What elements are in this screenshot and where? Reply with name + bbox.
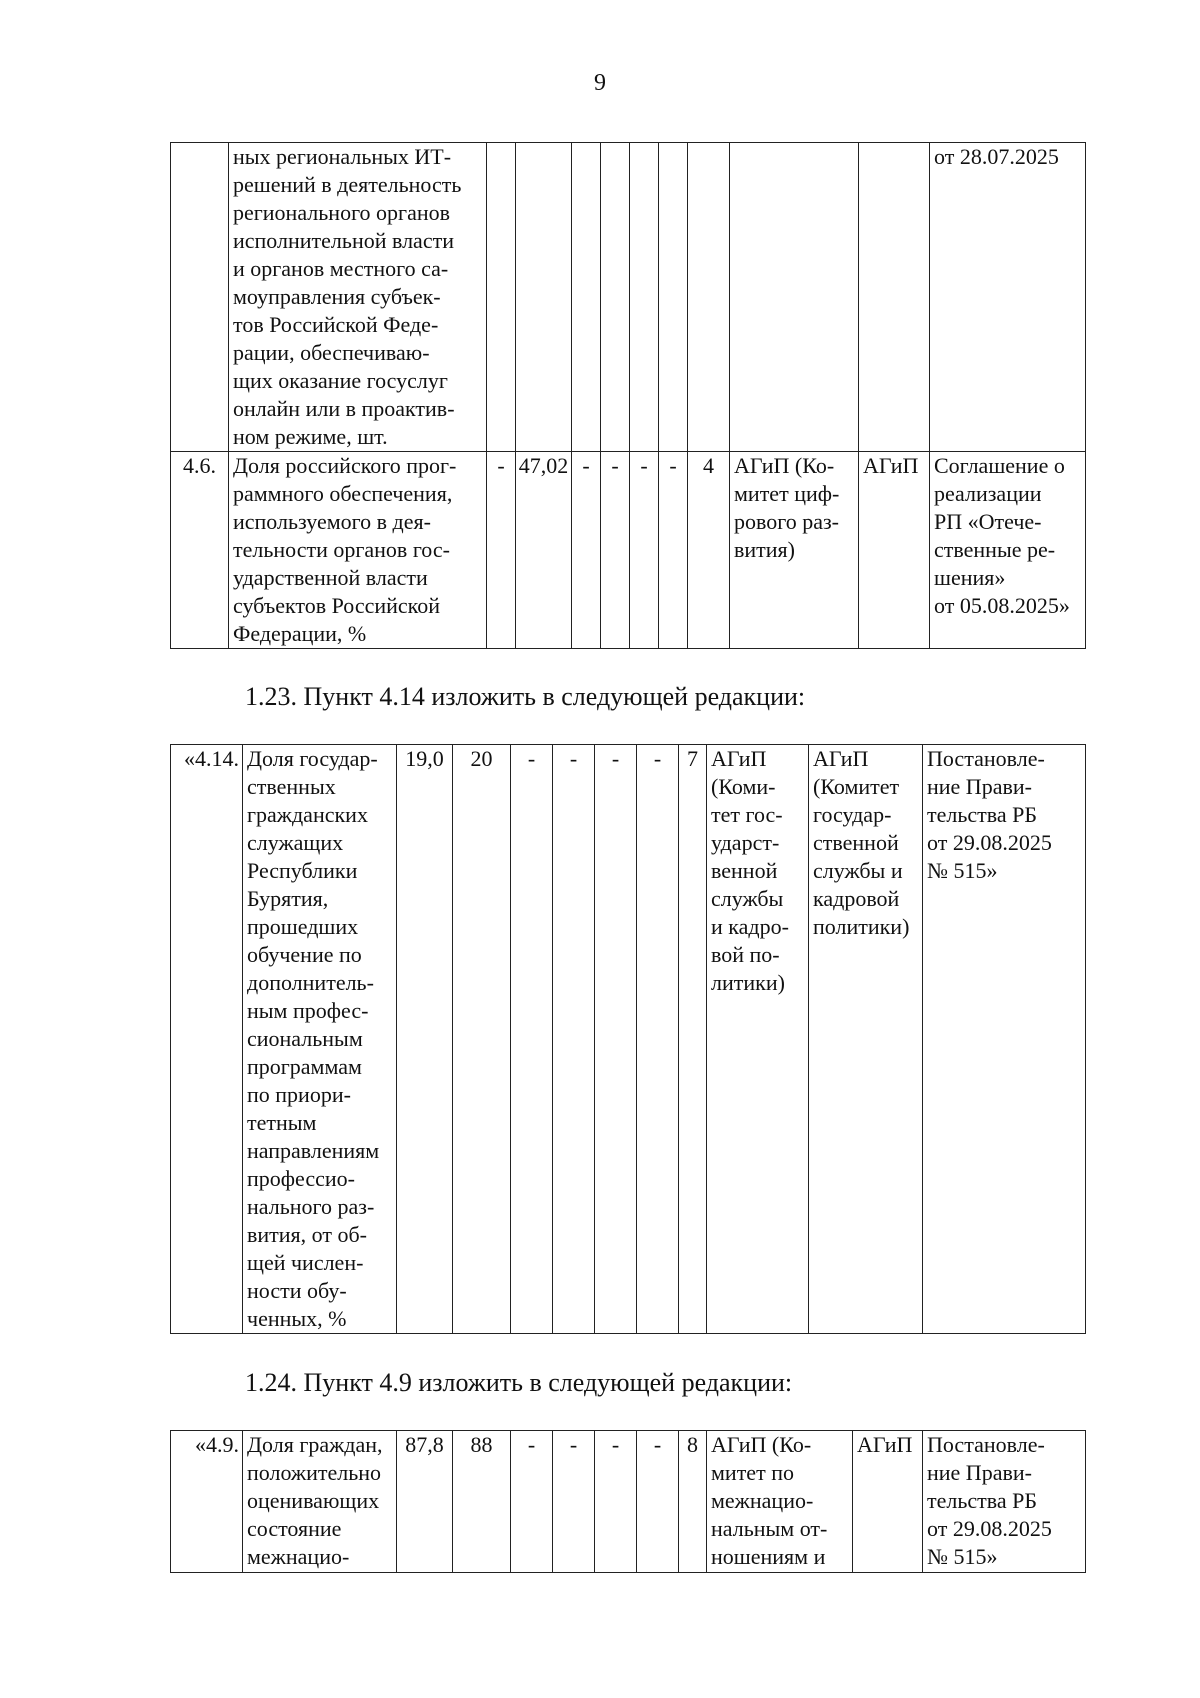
text-line: регионального органов <box>233 200 451 225</box>
text-line: венной <box>711 858 778 883</box>
value-cell: - <box>553 1431 595 1573</box>
text-line: межнацио- <box>711 1488 814 1513</box>
responsible-cell <box>707 1431 853 1573</box>
text-line: ние Прави- <box>927 1460 1032 1485</box>
text-line: ном режиме, шт. <box>233 424 388 449</box>
text-line: шения» <box>934 565 1006 590</box>
page-number: 9 <box>594 70 606 96</box>
value-cell: 8 <box>679 1431 707 1573</box>
text-line: кадровой <box>813 886 900 911</box>
text-line: профессио- <box>247 1166 355 1191</box>
text-line: вой по- <box>711 942 780 967</box>
text-line: ным профес- <box>247 998 369 1023</box>
value-cell: 47,02 <box>516 452 572 649</box>
table-row <box>171 1431 1086 1573</box>
text-line: щей числен- <box>247 1250 364 1275</box>
value-cell: - <box>630 452 659 649</box>
text-line: тельства РБ <box>927 1488 1037 1513</box>
text-line: ственные ре- <box>934 537 1056 562</box>
coexecutor-cell <box>809 745 923 1334</box>
text-line: по приори- <box>247 1082 351 1107</box>
table-row <box>171 745 1086 1334</box>
text-line: обучение по <box>247 942 362 967</box>
text-line: тетным <box>247 1110 317 1135</box>
text-line: решений в деятельность <box>233 172 462 197</box>
text-line: тельства РБ <box>927 802 1037 827</box>
value-cell: 88 <box>453 1431 511 1573</box>
basis-cell <box>930 452 1086 649</box>
text-line: ности обу- <box>247 1278 347 1303</box>
text-line: Постановле- <box>927 746 1045 771</box>
text-line: рации, обеспечиваю- <box>233 340 430 365</box>
text-line: программам <box>247 1054 362 1079</box>
basis-cell <box>923 745 1086 1334</box>
value-cell: - <box>595 745 637 1334</box>
table-row <box>171 143 1086 452</box>
text-line: ударственной власти <box>233 565 428 590</box>
text-line: РП «Отече- <box>934 509 1042 534</box>
value-cell: 87,8 <box>397 1431 453 1573</box>
text-line: моуправления субъек- <box>233 284 441 309</box>
value-cell: - <box>553 745 595 1334</box>
value-cell: 4 <box>688 452 730 649</box>
value-cell: - <box>511 745 553 1334</box>
text-line: нальным от- <box>711 1516 828 1541</box>
text-line: Доля государ- <box>247 746 378 771</box>
value-cell: 7 <box>679 745 707 1334</box>
value-cell: - <box>637 745 679 1334</box>
text-line: онлайн или в проактив- <box>233 396 455 421</box>
text-line: раммного обеспечения, <box>233 481 453 506</box>
text-line: ных региональных ИТ- <box>233 144 452 169</box>
value-cell: 19,0 <box>397 745 453 1334</box>
text-line: АГиП (Ко- <box>711 1432 812 1457</box>
text-line: используемого в дея- <box>233 509 431 534</box>
text-line: государ- <box>813 802 892 827</box>
num-cell: «4.14. <box>171 745 243 1334</box>
text-line: от 28.07.2025 <box>934 144 1059 169</box>
table-item-4-14 <box>170 744 1086 1334</box>
text-line: АГиП (Ко- <box>734 453 835 478</box>
text-line: Доля граждан, <box>247 1432 383 1457</box>
text-line: АГиП <box>711 746 767 771</box>
text-line: служащих <box>247 830 344 855</box>
coexecutor-cell: АГиП <box>853 1431 923 1573</box>
text-line: прошедших <box>247 914 359 939</box>
indicator-cell <box>229 452 487 649</box>
text-line: Соглашение о <box>934 453 1065 478</box>
num-cell: 4.6. <box>171 452 229 649</box>
coexecutor-cell: АГиП <box>859 452 930 649</box>
text-line: реализации <box>934 481 1042 506</box>
num-cell: «4.9. <box>171 1431 243 1573</box>
text-line: гражданских <box>247 802 368 827</box>
text-line: тельности органов гос- <box>233 537 450 562</box>
text-line: тов Российской Феде- <box>233 312 439 337</box>
text-line: оценивающих <box>247 1488 380 1513</box>
text-line: межнацио- <box>247 1544 350 1569</box>
section-heading: 1.24. Пункт 4.9 изложить в следующей редакции: <box>245 1368 793 1397</box>
text-line: митет по <box>711 1460 794 1485</box>
text-line: ченных, % <box>247 1306 347 1331</box>
value-cell: - <box>572 452 601 649</box>
text-line: ношениям и <box>711 1544 826 1569</box>
value-cell: - <box>595 1431 637 1573</box>
value-cell: - <box>637 1431 679 1573</box>
value-cell: - <box>659 452 688 649</box>
text-line: ственной <box>813 830 899 855</box>
text-line: вития) <box>734 537 795 562</box>
text-line: от 29.08.2025 <box>927 830 1052 855</box>
text-line: (Комитет <box>813 774 900 799</box>
responsible-cell <box>730 452 859 649</box>
table-item-4-9 <box>170 1430 1086 1573</box>
text-line: сиональным <box>247 1026 363 1051</box>
basis-cell <box>930 143 1086 452</box>
text-line: исполнительной власти <box>233 228 454 253</box>
text-line: Постановле- <box>927 1432 1045 1457</box>
table-continuation <box>170 142 1086 649</box>
num-cell <box>171 143 229 452</box>
text-line: Бурятия, <box>247 886 329 911</box>
text-line: от 29.08.2025 <box>927 1516 1052 1541</box>
text-line: дополнитель- <box>247 970 374 995</box>
section-heading: 1.23. Пункт 4.14 изложить в следующей редакции: <box>245 682 806 711</box>
value-cell: - <box>511 1431 553 1573</box>
text-line: и органов местного са- <box>233 256 449 281</box>
text-line: щих оказание госуслуг <box>233 368 448 393</box>
text-line: состояние <box>247 1516 342 1541</box>
text-line: ние Прави- <box>927 774 1032 799</box>
text-line: службы <box>711 886 784 911</box>
basis-cell <box>923 1431 1086 1573</box>
text-line: направлениям <box>247 1138 380 1163</box>
table-row <box>171 452 1086 649</box>
text-line: и кадро- <box>711 914 789 939</box>
value-cell: - <box>487 452 516 649</box>
text-line: № 515» <box>927 858 998 883</box>
text-line: рового раз- <box>734 509 839 534</box>
value-cell: 20 <box>453 745 511 1334</box>
text-line: службы и <box>813 858 903 883</box>
text-line: субъектов Российской <box>233 593 441 618</box>
text-line: АГиП <box>813 746 869 771</box>
text-line: от 05.08.2025» <box>934 593 1070 618</box>
text-line: вития, от об- <box>247 1222 368 1247</box>
text-line: положительно <box>247 1460 382 1485</box>
text-line: Республики <box>247 858 358 883</box>
text-line: митет циф- <box>734 481 840 506</box>
text-line: литики) <box>711 970 785 995</box>
text-line: Доля российского прог- <box>233 453 457 478</box>
text-line: политики) <box>813 914 910 939</box>
text-line: (Коми- <box>711 774 776 799</box>
indicator-cell <box>229 143 487 452</box>
indicator-cell <box>243 745 397 1334</box>
text-line: ударст- <box>711 830 780 855</box>
text-line: Федерации, % <box>233 621 367 646</box>
indicator-cell <box>243 1431 397 1573</box>
text-line: тет гос- <box>711 802 783 827</box>
value-cell: - <box>601 452 630 649</box>
text-line: ственных <box>247 774 336 799</box>
responsible-cell <box>707 745 809 1334</box>
text-line: нального раз- <box>247 1194 375 1219</box>
text-line: № 515» <box>927 1544 998 1569</box>
